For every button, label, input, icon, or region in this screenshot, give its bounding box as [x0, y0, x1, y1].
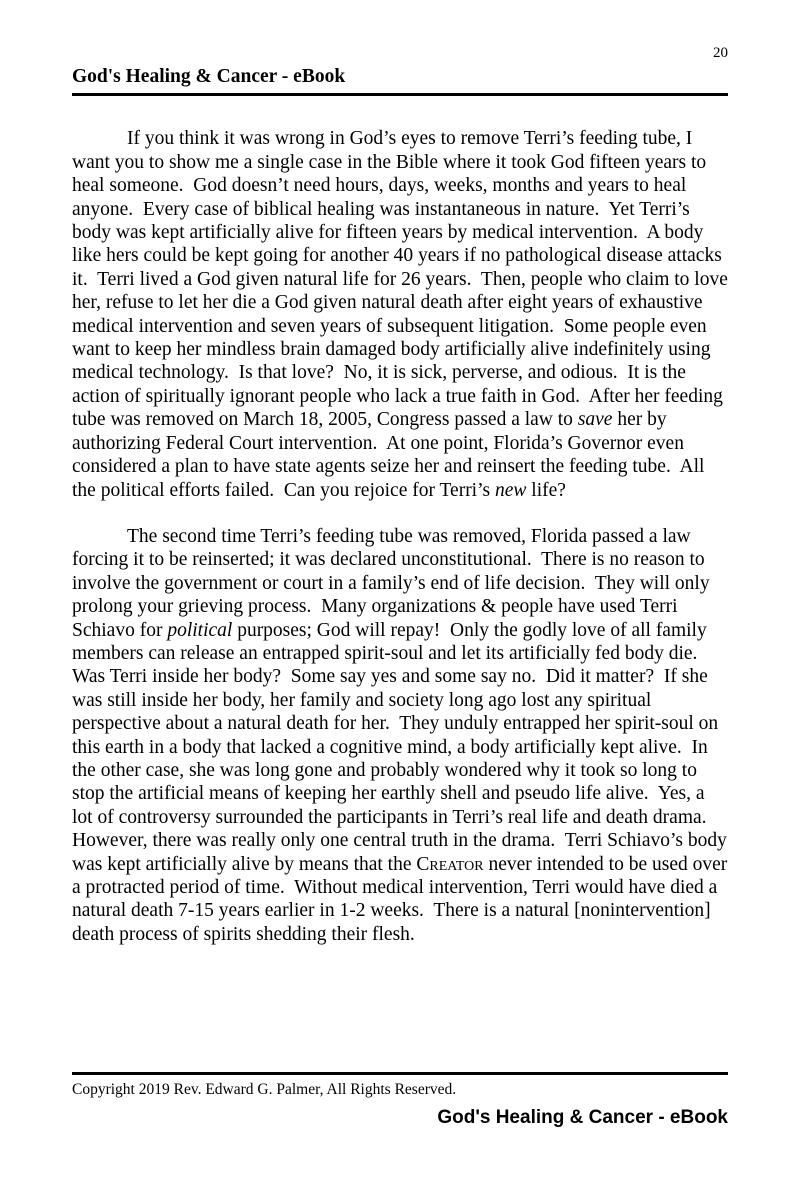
- text-run: life?: [526, 479, 566, 501]
- text-run: The second time Terri’s feeding tube was removed, Florida passed a law forcing it to be reinserted; it was declared unconstitutional. There is no reason to involve the government or court in a family’s end of life decision. They will only prolong your grieving process. Many organizations & people have used Terri Schiavo for: [72, 525, 715, 641]
- page-header-title: God's Healing & Cancer - eBook: [72, 66, 346, 87]
- text-run: her by authorizing Federal Court intervention. At one point, Florida’s Governor even considered a plan to have state agents seize her and reinsert the feeding tube. All the political efforts failed. Can you rejoice for Terri’s: [72, 409, 710, 501]
- text-run: purposes; God will repay! Only the godly love of all family members can release an entrapped spirit-soul and let its artificially fed body die. Was Terri inside her body? Some say yes and some say no. Did it matter? If she was still inside her body, her family and society long ago lost any spiritual perspective about a natural death for her. They unduly entrapped her spirit-soul on this earth in a body that lacked a cognitive mind, a body artificially kept alive. In the other case, she was long gone and probably wondered why it took so long to stop the artificial means of keeping her earthly shell and pseudo life alive. Yes, a lot of controversy surrounded the participants in Terri’s real life and death drama. However, there was really only one central truth in the drama. Terri Schiavo’s body was kept artificially alive by means that the: [72, 619, 732, 875]
- italic-run: new: [494, 479, 527, 501]
- page-number: 20: [713, 45, 728, 61]
- page-footer: [72, 1072, 728, 1128]
- copyright-text: Copyright 2019 Rev. Edward G. Palmer, All Rights Reserved.: [72, 1081, 457, 1098]
- text-run: never intended to be used over a protracted period of time. Without medical intervention, Terri would have died a natural death 7-15 years earlier in 1-2 weeks. There is a natural [nonintervention] death process of spirits shedding their flesh.: [72, 853, 733, 945]
- text-run: If you think it was wrong in God’s eyes to remove Terri’s feeding tube, I want you to show me a single case in the Bible where it took God fifteen years to heal someone. God doesn’t need hours, days, weeks, months and years to heal anyone. Every case of biblical healing was instantaneous in nature. Yet Terri’s body was kept artificially alive for fifteen years by medical intervention. A body like hers could be kept going for another 40 years if no pathological disease attacks it. Terri lived a God given natural life for 26 years. Then, people who claim to love her, refuse to let her die a God given natural death after eight years of exhaustive medical intervention and seven years of subsequent litigation. Some people even want to keep her mindless brain damaged body artificially alive indefinitely using medical technology. Is that love? No, it is sick, perverse, and odious. It is the action of spiritually ignorant people who lack a true faith in God. After her feeding tube was removed on March 18, 2005, Congress passed a law to: [72, 128, 733, 431]
- body-text: [72, 127, 733, 946]
- italic-run: save: [577, 409, 613, 431]
- paragraph: [72, 525, 733, 946]
- italic-run: political: [167, 619, 233, 641]
- paragraph: [72, 127, 733, 502]
- footer-brand-title: God's Healing & Cancer - eBook: [437, 1106, 728, 1128]
- page-header: [72, 66, 728, 96]
- smallcaps-run: Creator: [416, 853, 484, 875]
